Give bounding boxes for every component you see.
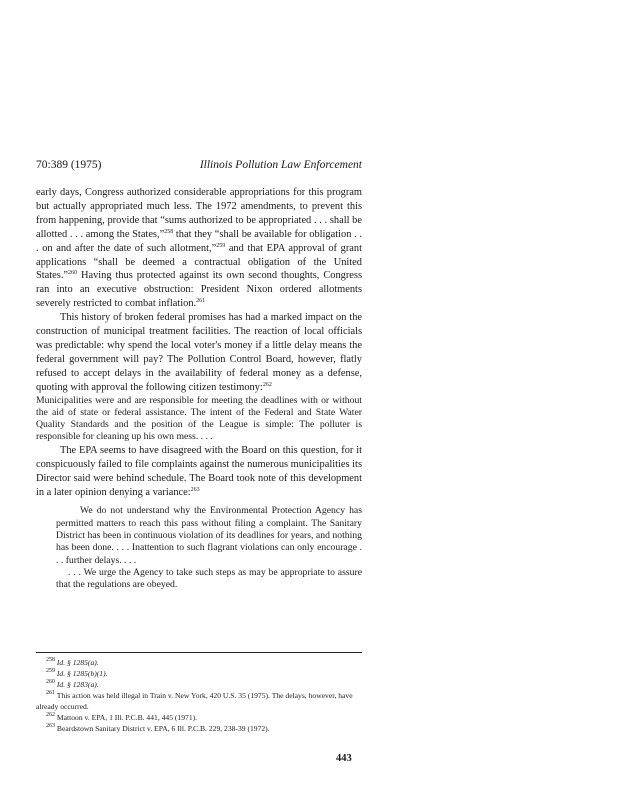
block-quote-2-para-1: We do not understand why the Environmental Protection Agency has permitted matters to reach this pass without filing a complaint. The Sanitary District has been in continuous violation of its deadlines for years, and nothing has been done. . . . Inattention to such flagrant violations can only encourage . . . further delays. . . . bbox=[56, 505, 362, 566]
footnote-ref-263[interactable]: 263 bbox=[190, 486, 200, 493]
footnote-ref-262[interactable]: 262 bbox=[262, 381, 272, 388]
footnotes bbox=[36, 657, 362, 734]
footnote-260: $^{260}$ Id. § 1283(a). bbox=[46, 679, 99, 689]
footnote-259: $^{259}$ Id. § 1285(b)(1). bbox=[46, 668, 108, 678]
running-header bbox=[36, 159, 362, 172]
main-text bbox=[36, 186, 362, 591]
block-quote-2 bbox=[56, 505, 362, 591]
footnote-258: $^{258}$ Id. § 1285(a). bbox=[46, 657, 99, 667]
page-number: 443 bbox=[336, 753, 352, 764]
block-quote-1: Municipalities were and are responsible for meeting the deadlines with or without the aid of state or federal assistance. The intent of the Federal and State Water Quality Standards and the position of the League is simple: The polluter is responsible for cleaning up his own mess. . . . bbox=[36, 394, 362, 443]
paragraph-3: The EPA seems to have disagreed with the Board on this question, for it conspicuously failed to file complaints against the numerous municipalities its Director said were behind schedule. The Board took note of this development in a later opinion denying a variance:$^{263}$ bbox=[36, 444, 362, 498]
footnote-ref-258[interactable]: 258 bbox=[164, 228, 174, 235]
footnote-ref-260[interactable]: 260 bbox=[68, 270, 78, 277]
paragraph-2: This history of broken federal promises has had a marked impact on the construction of municipal treatment facilities. The reaction of local officials was predictable: why spend the local voter's money if a little delay means the federal government will pay? The Pollution Control Board, however, flatly refused to accept delays in the availability of federal money as a defense, quoting with approval the following citizen testimony:$^{262}$ bbox=[36, 312, 362, 393]
header-citation: 70:389 (1975) bbox=[36, 159, 102, 171]
footnote-261: $^{261}$ This action was held illegal in Train v. New York, 420 U.S. 35 (1975). The delays, however, have already occurred. bbox=[36, 690, 353, 711]
header-title: Illinois Pollution Law Enforcement bbox=[199, 159, 362, 171]
block-quote-2-para-2: . . . We urge the Agency to take such steps as may be appropriate to assure that the regulations are obeyed. bbox=[56, 566, 362, 591]
footnote-divider bbox=[36, 652, 362, 653]
footnote-ref-261[interactable]: 261 bbox=[196, 298, 206, 305]
footnote-263: $^{263}$ Beardstown Sanitary District v. EPA, 6 Ill. P.C.B. 229, 238-39 (1972). bbox=[46, 723, 270, 733]
footnote-262: $^{262}$ Mattoon v. EPA, 1 Ill. P.C.B. 441, 445 (1971). bbox=[46, 712, 198, 722]
paragraph-1: early days, Congress authorized considerable appropriations for this program but actually appropriated much less. The 1972 amendments, to prevent this from happening, provide that “sums authorized to be appropriated . . . shall be allotted . . . among the States,”$^{258}$ that they “shall be available for obligation . . . on and after the date of such allotment,”$^{259}$ and that EPA approval of grant applications “shall be deemed a contractual obligation of the United States.”$^{260}$ Having thus protected against its own second thoughts, Congress ran into an executive obstruction: President Nixon ordered allotments severely restricted to combat inflation.$^{261}$ bbox=[36, 187, 363, 310]
footnote-ref-259[interactable]: 259 bbox=[216, 242, 226, 249]
